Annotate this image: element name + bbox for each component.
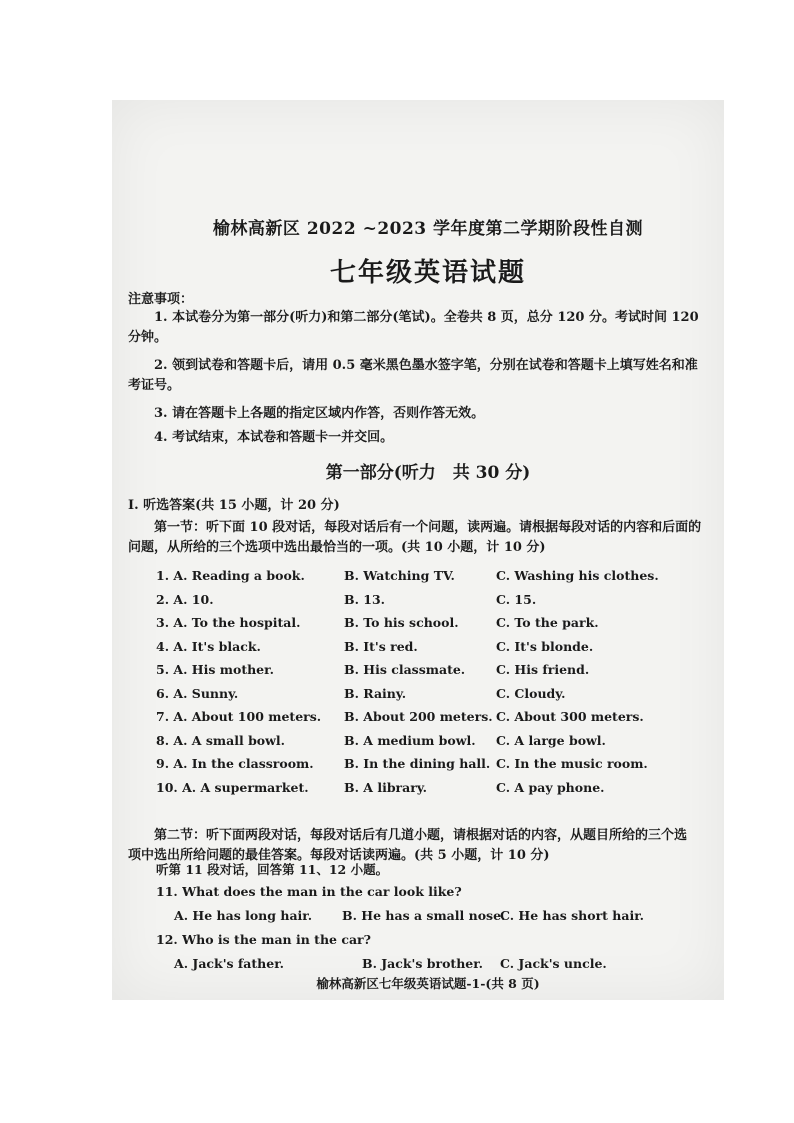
question-option-a: 5. A. His mother. [156,662,274,677]
page-footer: 榆林高新区七年级英语试题-1-(共 8 页) [316,976,540,991]
exam-title: 榆林高新区 2022 ~2023 学年度第二学期阶段性自测 [212,219,644,239]
notice-item-1 [128,308,728,348]
question-row [128,566,728,586]
notice-item-2-line1: 2. 领到试卷和答题卡后，请用 0.5 毫米黑色墨水签字笔，分别在试卷和答题卡上填写姓名和准 [154,358,698,373]
question-option-b: B. To his school. [344,615,459,630]
question-12-option-b: B. Jack's brother. [362,956,484,971]
part1-title: 第一部分(听力 共 30 分) [325,463,531,483]
question-11-option-a: A. He has long hair. [174,908,313,923]
question-option-a: 4. A. It's black. [156,638,261,654]
notice-item-1-line2: 分钟。 [128,330,168,345]
question-option-b: B. A library. [344,779,428,795]
notice-item-1-line1: 1. 本试卷分为第一部分(听力)和第二部分(笔试)。全卷共 8 页，总分 120 分。考试时间 120 [154,310,699,325]
section-1-instructions: 第一节：听下面 10 段对话，每段对话后有一个问题，读两遍。请根据每段对话的内容和后面的 问题，从所给的三个选项中选出最恰当的一项。(共 10 小题，计 10 分) [128,520,702,555]
question-row [128,590,728,610]
question-12-stem: 12. Who is the man in the car? [156,932,371,947]
question-option-b: B. Watching TV. [344,568,455,583]
notice-heading: 注意事项： [128,292,194,307]
question-option-c: C. His friend. [496,662,590,677]
question-row [128,613,728,633]
notice-item-4: 4. 考试结束，本试卷和答题卡一并交回。 [154,430,394,445]
question-row [128,731,728,751]
question-option-c: C. A large bowl. [496,732,606,748]
question-row [128,754,728,774]
question-option-c: C. It's blonde. [496,638,594,654]
question-row [128,778,728,798]
question-11-stem: 11. What does the man in the car look like? [156,884,462,899]
question-option-b: B. Rainy. [344,685,407,701]
question-option-b: B. In the dining hall. [344,756,491,771]
question-option-a: 9. A. In the classroom. [156,756,314,771]
question-option-b: B. A medium bowl. [344,732,476,748]
section-2-instructions: 第二节：听下面两段对话，每段对话后有几道小题，请根据对话的内容，从题目所给的三个选 项中选出所给问题的最佳答案。每段对话读两遍。(共 5 小题，计 10 分) [128,828,688,863]
question-option-c: C. 15. [496,591,537,607]
question-option-c: C. About 300 meters. [496,709,644,724]
notice-item-2-line2: 考证号。 [128,378,181,393]
question-option-a: 6. A. Sunny. [156,685,239,701]
question-row [128,707,728,727]
question-11-option-c: C. He has short hair. [500,908,645,923]
question-option-c: C. To the park. [496,615,599,630]
question-option-c: C. Washing his clothes. [496,568,659,583]
question-row [128,684,728,704]
question-option-a: 8. A. A small bowl. [156,732,286,748]
notice-item-2 [128,356,728,396]
question-option-a: 3. A. To the hospital. [156,615,301,630]
notice-item-3: 3. 请在答题卡上各题的指定区域内作答，否则作答无效。 [154,406,485,421]
question-option-b: B. His classmate. [344,662,466,677]
question-option-c: C. In the music room. [496,756,648,771]
question-option-a: 10. A. A supermarket. [156,779,309,795]
question-12-option-a: A. Jack's father. [174,956,284,971]
question-option-b: B. 13. [344,591,386,607]
question-option-c: C. Cloudy. [496,685,566,701]
question-12-option-c: C. Jack's uncle. [500,956,607,971]
question-option-a: 7. A. About 100 meters. [156,709,322,724]
question-option-a: 2. A. 10. [156,591,214,607]
question-11-option-b: B. He has a small nose. [342,908,506,923]
question-option-b: B. It's red. [344,638,418,654]
section-1-title: Ⅰ. 听选答案(共 15 小题，计 20 分) [128,498,340,513]
dialog-11-instruction: 听第 11 段对话，回答第 11、12 小题。 [156,862,389,877]
question-row [128,660,728,680]
question-option-b: B. About 200 meters. [344,709,493,724]
question-option-c: C. A pay phone. [496,779,605,795]
question-option-a: 1. A. Reading a book. [156,568,305,583]
exam-subject-title: 七年级英语试题 [329,258,526,288]
question-row [128,637,728,657]
